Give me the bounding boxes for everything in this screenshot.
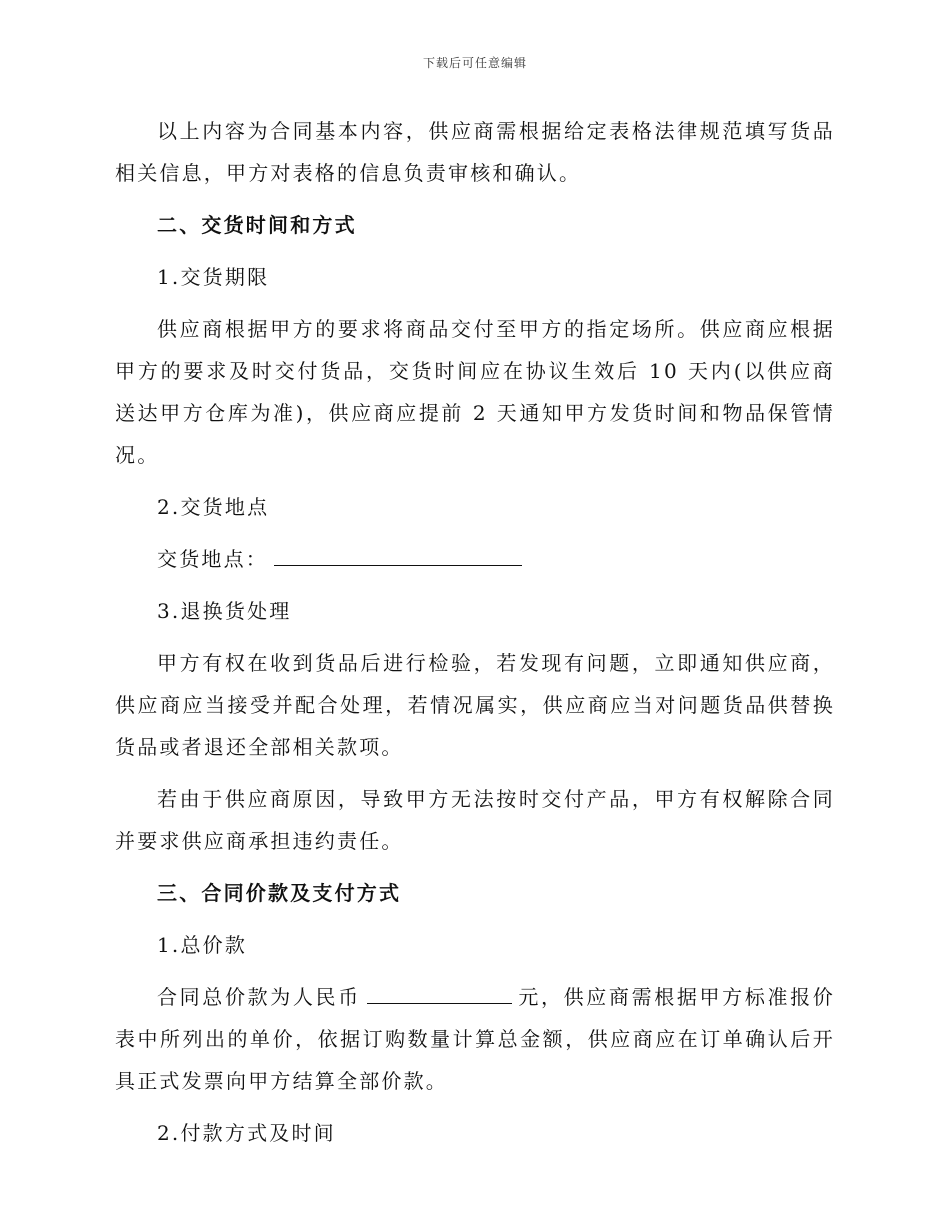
returns-paragraph-1: 甲方有权在收到货品后进行检验，若发现有问题，立即通知供应商，供应商应当接受并配合处理，若情况属实，供应商应当对问题货品供替换货品或者退还全部相关款项。 <box>115 651 835 759</box>
subsection-title-total-price: 1.总价款 <box>157 933 248 957</box>
delivery-location-line <box>115 538 835 580</box>
total-price-prefix: 合同总价款为人民币 <box>157 985 361 1009</box>
delivery-location-blank[interactable] <box>274 539 522 566</box>
section-heading-price: 三、合同价款及支付方式 <box>157 881 402 905</box>
header-note: 下载后可任意编辑 <box>422 56 527 70</box>
returns-paragraph-2: 若由于供应商原因，导致甲方无法按时交付产品，甲方有权解除合同并要求供应商承担违约责任。 <box>115 787 835 853</box>
subsection-title-payment: 2.付款方式及时间 <box>157 1121 336 1145</box>
section-heading-delivery: 二、交货时间和方式 <box>157 213 357 237</box>
delivery-period-paragraph: 供应商根据甲方的要求将商品交付至甲方的指定场所。供应商应根据甲方的要求及时交付货品，交货时间应在协议生效后 10 天内(以供应商送达甲方仓库为准)，供应商应提前 2 天通知甲方发货时间和物品保管情况。 <box>115 317 835 467</box>
intro-paragraph: 以上内容为合同基本内容，供应商需根据给定表格法律规范填写货品相关信息，甲方对表格的信息负责审核和确认。 <box>115 119 835 185</box>
subsection-title-returns: 3.退换货处理 <box>157 599 292 623</box>
total-price-blank[interactable] <box>367 977 512 1004</box>
total-price-suffix: 元，供应商需根据甲方标准报价表中所列出的单价，依据订购数量计算总金额，供应商应在订单确认后开具正式发票向甲方结算全部价款。 <box>115 985 835 1093</box>
total-price-paragraph <box>115 976 835 1102</box>
subsection-title-delivery-period: 1.交货期限 <box>157 265 270 289</box>
subsection-title-delivery-location: 2.交货地点 <box>157 495 270 519</box>
delivery-location-label: 交货地点： <box>157 547 268 571</box>
document-body <box>115 110 835 1154</box>
